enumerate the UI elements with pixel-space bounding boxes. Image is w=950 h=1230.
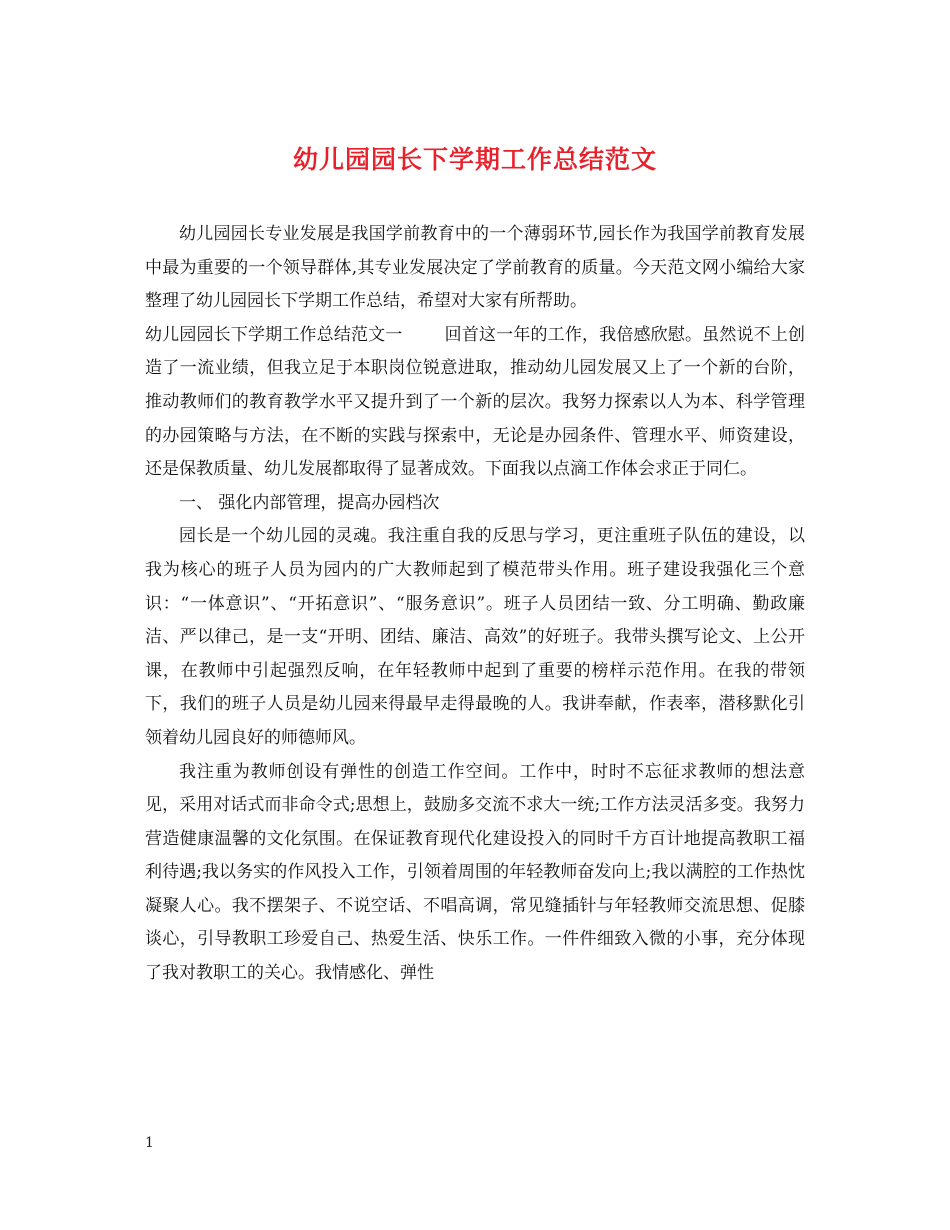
page-number: 1 <box>145 1135 154 1151</box>
section-heading: 幼儿园园长下学期工作总结范文一 <box>145 324 403 345</box>
subheading-1: 一、 强化内部管理，提高办园档次 <box>179 492 440 513</box>
body-paragraph-2: 我注重为教师创设有弹性的创造工作空间。工作中，时时不忘征求教师的想法意见，采用对话式而非命令式;思想上，鼓励多交流不求大一统;工作方法灵活多变。我努力营造健康温馨的文化氛围。在保证教育现代化建设投入的同时千方百计地提高教职工福利待遇;我以务实的作风投入工作，引领着周围的年轻教师奋发向上;我以满腔的工作热忱凝聚人心。我不摆架子、不说空话、不唱高调，常见缝插针与年轻教师交流思想、促膝谈心，引导教职工珍爱自己、热爱生活、快乐工作。一件件细致入微的小事，充分体现了我对教职工的关心。我情感化、弹性 <box>145 761 805 984</box>
document-body <box>145 218 805 991</box>
document-title: 幼儿园园长下学期工作总结范文 <box>292 145 657 174</box>
section-paragraph <box>145 319 805 487</box>
intro-paragraph: 幼儿园园长专业发展是我国学前教育中的一个薄弱环节,园长作为我国学前教育发展中最为重要的一个领导群体,其专业发展决定了学前教育的质量。今天范文网小编给大家整理了幼儿园园长下学期工作总结，希望对大家有所帮助。 <box>145 224 805 312</box>
body-paragraph-1: 园长是一个幼儿园的灵魂。我注重自我的反思与学习，更注重班子队伍的建设，以我为核心的班子人员为园内的广大教师起到了模范带头作用。班子建设我强化三个意识：“一体意识”、“开拓意识”、“服务意识”。班子人员团结一致、分工明确、勤政廉洁、严以律己，是一支“开明、团结、廉洁、高效”的好班子。我带头撰写论文、上公开课，在教师中引起强烈反响，在年轻教师中起到了重要的榜样示范作用。在我的带领下，我们的班子人员是幼儿园来得最早走得最晚的人。我讲奉献，作表率，潜移默化引领着幼儿园良好的师德师风。 <box>145 526 805 748</box>
section-lead-text: 回首这一年的工作，我倍感欣慰。虽然说不上创造了一流业绩，但我立足于本职岗位锐意进取，推动幼儿园发展又上了一个新的台阶，推动教师们的教育教学水平又提升到了一个新的层次。我努力探索以人为本、科学管理的办园策略与方法，在不断的实践与探索中，无论是办园条件、管理水平、师资建设，还是保教质量、幼儿发展都取得了显著成效。下面我以点滴工作体会求正于同仁。 <box>145 324 805 480</box>
